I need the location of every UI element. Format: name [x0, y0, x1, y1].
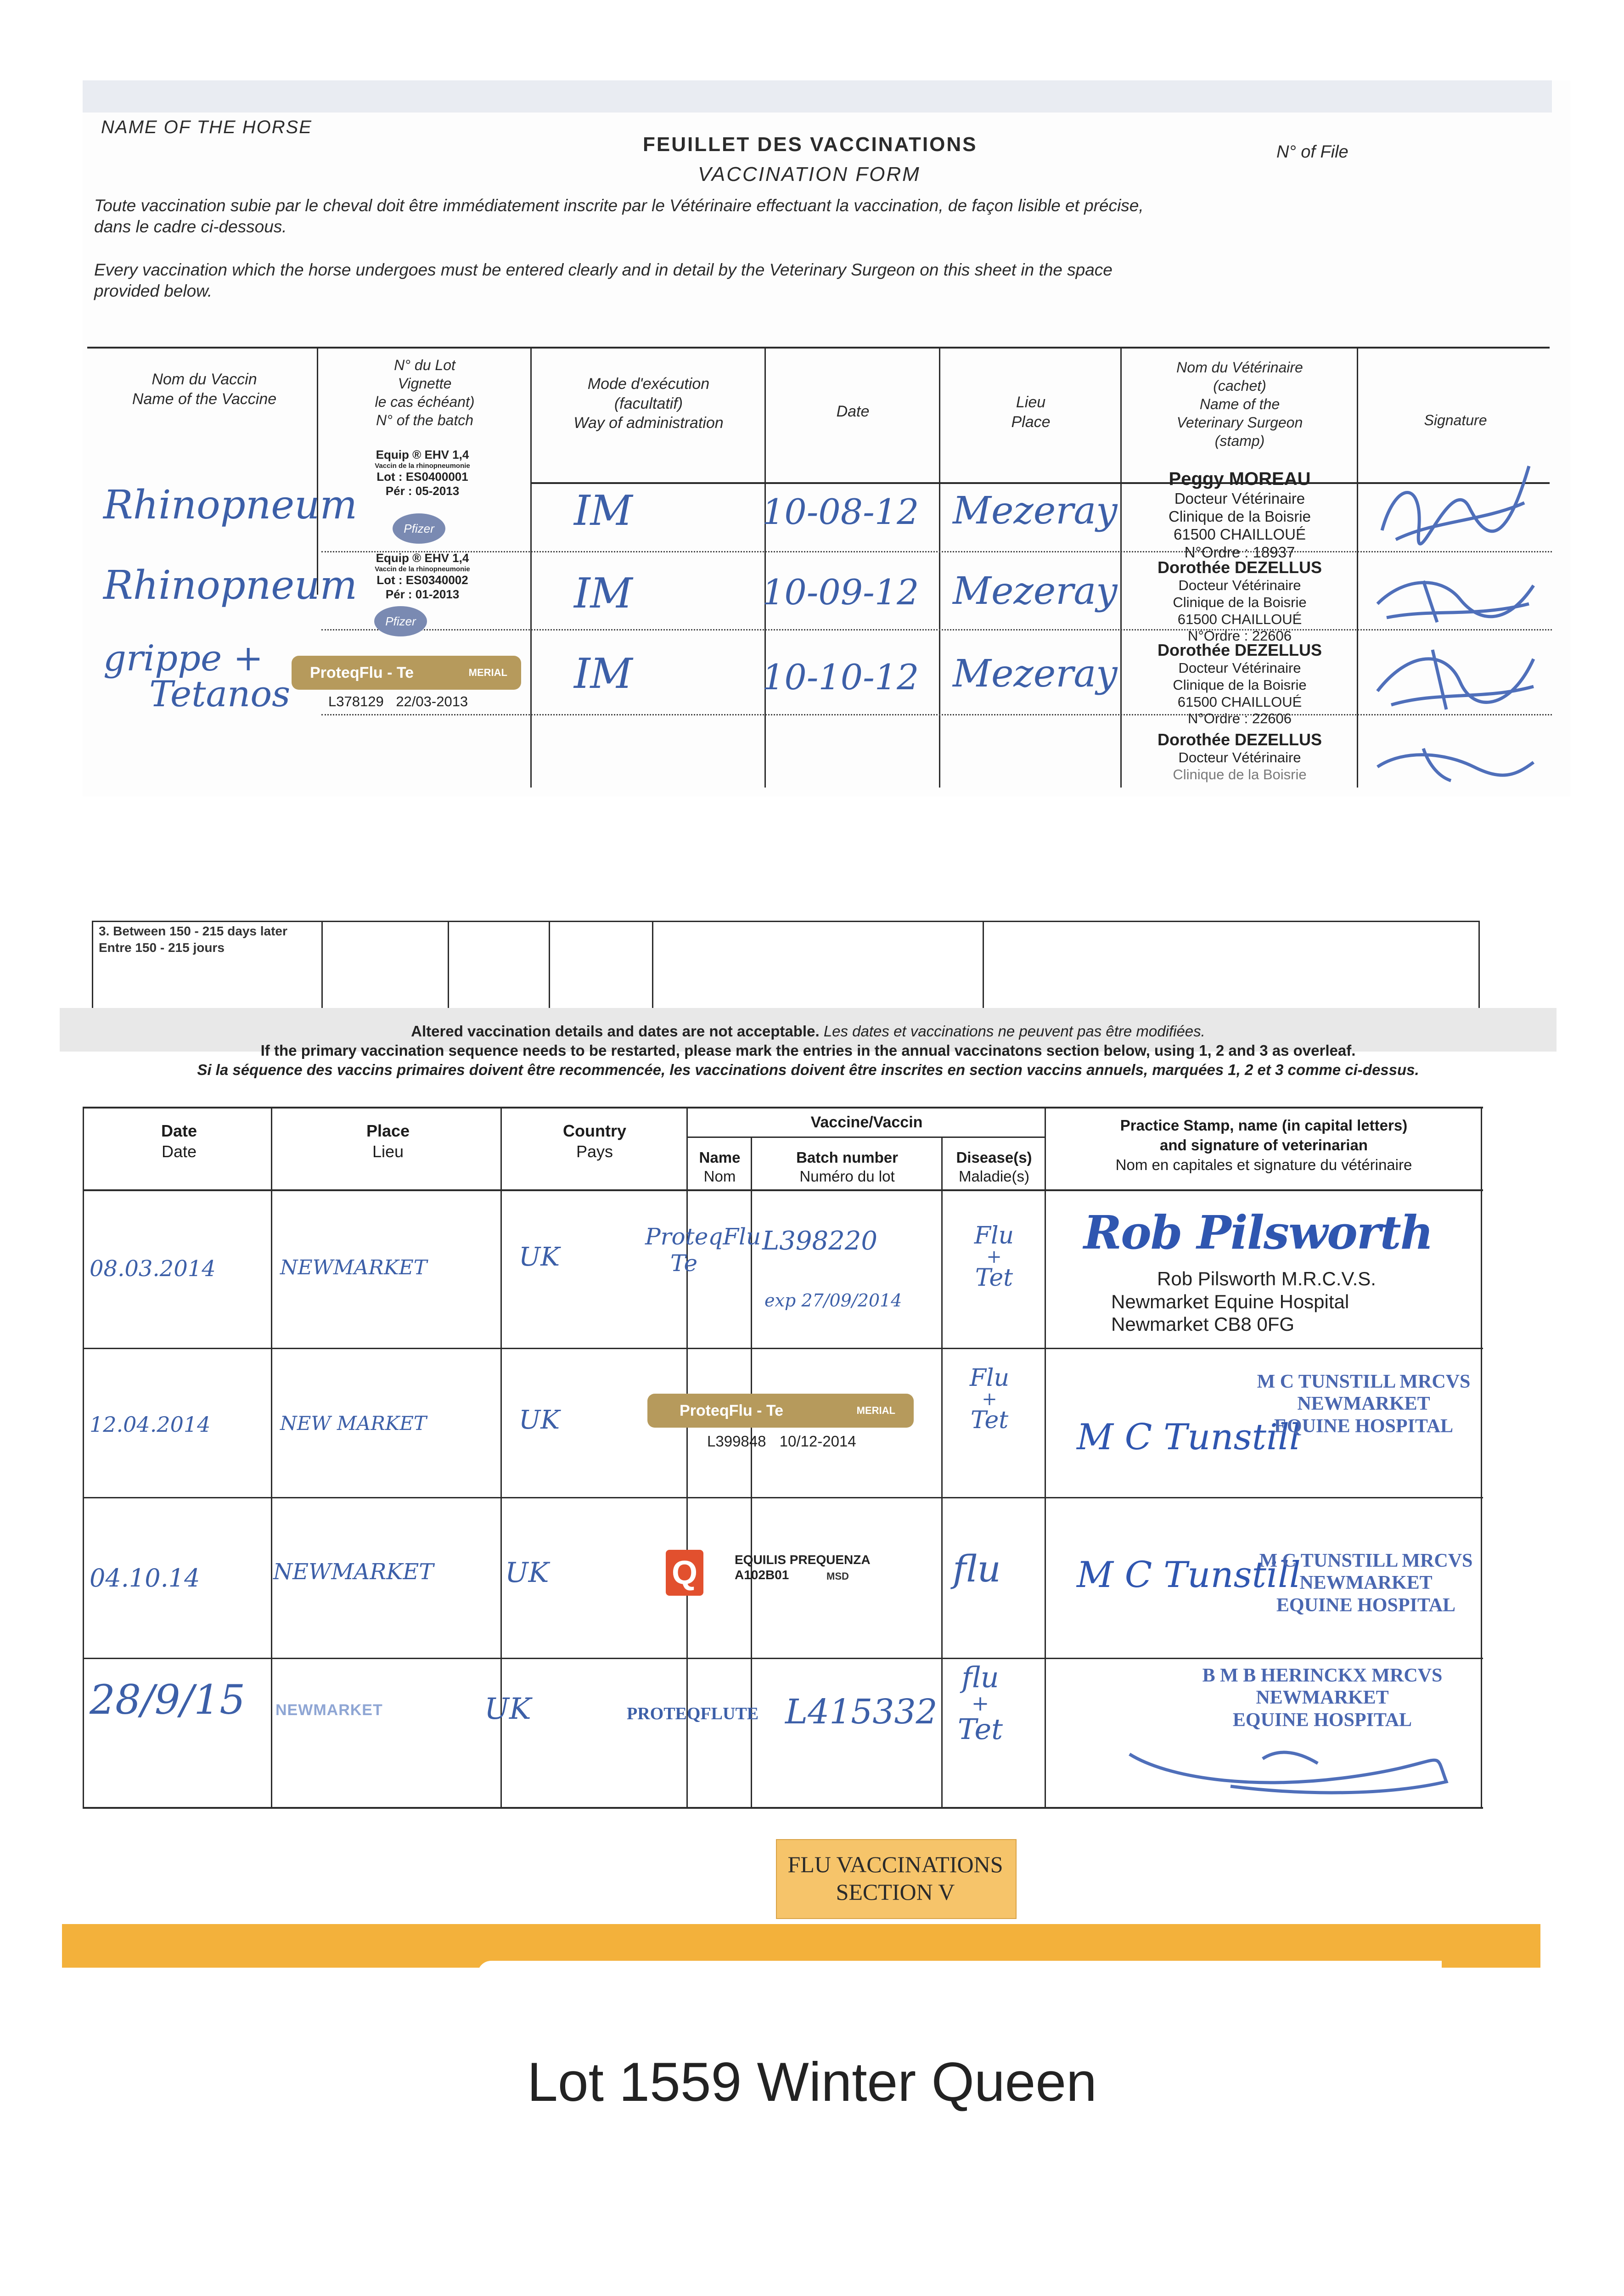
- hdr-date: Date: [836, 403, 870, 420]
- top-row1-place: Mezeray: [953, 489, 1118, 533]
- bcol-3: [686, 1107, 688, 1808]
- top-row1-vet-title: Docteur Vétérinaire: [1174, 490, 1305, 507]
- top-row3-vet-town: 61500 CHAILLOUÉ: [1177, 693, 1302, 710]
- top-row2-vet-title: Docteur Vétérinaire: [1178, 577, 1301, 594]
- brow1-disease-line3: Tet: [975, 1264, 1013, 1292]
- hdr-vaccine-name: [96, 370, 312, 409]
- brow1-batch: L398220: [762, 1226, 877, 1256]
- strip-col-1: [321, 921, 323, 1013]
- brow2-disease-line2: +: [982, 1389, 997, 1410]
- brow1-place: NEWMARKET: [280, 1256, 427, 1279]
- bhdr-vaccine-group: Vaccine/Vaccin: [810, 1114, 923, 1131]
- bhdr-name: [689, 1148, 751, 1186]
- top-row3-vaccine-line2: Tetanos: [149, 674, 291, 715]
- top-extra-vet-clinic: Clinique de la Boisrie: [1173, 766, 1307, 783]
- top-row3-vaccine: [103, 638, 291, 715]
- top-row1-vet-name: Peggy MOREAU: [1169, 469, 1311, 489]
- top-row2-vet-town: 61500 CHAILLOUÉ: [1177, 611, 1302, 627]
- brow2-country: UK: [519, 1405, 560, 1435]
- brow4-vet-line2: NEWMARKET: [1256, 1687, 1389, 1709]
- brow1-name-line1: ProteqFlu: [645, 1223, 761, 1250]
- brow1-disease: [960, 1224, 1028, 1290]
- brow1-vet-line3: Newmarket CB8 0FG: [1111, 1313, 1295, 1335]
- brow2-place: NEW MARKET: [280, 1412, 427, 1435]
- bhdr-stamp: [1049, 1116, 1478, 1175]
- btable-vaccine-group-line: [686, 1137, 1045, 1138]
- notice-text: [60, 1022, 1557, 1080]
- brow1-batch-exp: exp 27/09/2014: [764, 1290, 902, 1311]
- strip-label-fr: Entre 150 - 215 jours: [99, 940, 225, 955]
- bcol-6: [1045, 1107, 1046, 1808]
- instruction-fr-line2: dans le cadre ci-dessous.: [94, 217, 287, 236]
- hdr-signature: Signature: [1424, 412, 1487, 428]
- brow4-country: UK: [484, 1692, 531, 1726]
- brow3-vet-line2: NEWMARKET: [1299, 1572, 1433, 1594]
- brow2-tag-exp: 10/12-2014: [779, 1433, 856, 1450]
- top-row-divider-3: [321, 714, 1552, 715]
- brow4-vet-stamp: [1194, 1665, 1451, 1731]
- bhdr-disease-en: Disease(s): [956, 1149, 1032, 1166]
- strip-col-2: [448, 921, 449, 1013]
- top-row1-signature: [1368, 452, 1543, 558]
- notice-line2: If the primary vaccination sequence needs to be restarted, please mark the entries in the annual vaccinatons section below, using 1, 2 and 3 as overleaf.: [260, 1042, 1356, 1059]
- bhdr-date-en: Date: [161, 1121, 197, 1140]
- brow2-disease: [955, 1366, 1024, 1432]
- brow3-vet-stamp: [1249, 1550, 1483, 1616]
- top-extra-vet-title: Docteur Vétérinaire: [1178, 749, 1301, 766]
- hdr-batch-fr-2: Vignette: [398, 375, 452, 392]
- hdr-admin-en: Way of administration: [573, 414, 724, 432]
- form-title-fr: FEUILLET DES VACCINATIONS: [643, 133, 978, 156]
- top-form-scan-band: [83, 80, 1552, 113]
- brow4-signature: [1111, 1727, 1460, 1800]
- notice-line1-en: Altered vaccination details and dates are not acceptable.: [411, 1023, 820, 1040]
- top-row3-vet-title: Docteur Vétérinaire: [1178, 660, 1301, 676]
- hdr-vet-fr-2: (cachet): [1213, 377, 1266, 394]
- top-row1-admin: IM: [574, 487, 633, 535]
- brow4-disease-line3: Tet: [957, 1712, 1003, 1746]
- brow1-vet-line1: Rob Pilsworth M.R.C.V.S.: [1157, 1268, 1376, 1289]
- brow2-vet-line2: NEWMARKET: [1297, 1393, 1430, 1415]
- top-row1-vaccine: Rhinopneum: [103, 482, 358, 528]
- brow3-date: 04.10.14: [90, 1564, 200, 1593]
- brow2-disease-line3: Tet: [970, 1407, 1009, 1434]
- page-bottom-white-strip: [478, 1961, 1442, 1979]
- brow2-tag-name: ProteqFlu - Te: [680, 1402, 784, 1419]
- brow4-vet-line1: B M B HERINCKX MRCVS: [1202, 1665, 1443, 1686]
- top-row4-signature: [1368, 735, 1543, 794]
- hdr-place-en: Place: [1011, 413, 1051, 431]
- strip-col-4: [652, 921, 653, 1013]
- top-row1-vet-order: N°Ordre : 18937: [1184, 544, 1295, 561]
- brow2-tag-brand: MERIAL: [856, 1405, 895, 1416]
- top-row3-vet-stamp: [1125, 641, 1354, 727]
- section-title-line1: FLU VACCINATIONS: [787, 1851, 1003, 1877]
- top-row3-tag-name: ProteqFlu - Te: [310, 664, 414, 681]
- top-row3-admin: IM: [574, 650, 633, 698]
- bhdr-disease: [944, 1148, 1045, 1186]
- brow1-vet-stamp: [1111, 1267, 1433, 1336]
- top-row2-vet-name: Dorothée DEZELLUS: [1157, 558, 1322, 577]
- top-row2-date: 10-09-12: [762, 572, 919, 613]
- top-row3-tag-lot-number: L378129: [328, 693, 384, 709]
- hdr-batch-fr-3: le cas échéant): [375, 394, 475, 410]
- section-title-line2: SECTION V: [836, 1879, 955, 1905]
- bhdr-disease-fr: Maladie(s): [958, 1168, 1030, 1185]
- top-row1-batch-line1: Equip ® EHV 1,4: [376, 448, 469, 461]
- top-row3-vet-order: N°Ordre : 22606: [1187, 710, 1292, 727]
- brow3-vet-line1: M C TUNSTILL MRCVS: [1259, 1550, 1473, 1571]
- top-extra-vet-name: Dorothée DEZELLUS: [1157, 730, 1322, 749]
- hdr-batch-fr-1: N° du Lot: [394, 357, 455, 373]
- top-row3-place: Mezeray: [953, 652, 1118, 696]
- top-row3-signature: [1368, 641, 1543, 719]
- strip-label: [99, 923, 287, 957]
- hdr-admin-fr-1: Mode d'exécution: [587, 375, 710, 393]
- brow4-disease: [937, 1662, 1024, 1744]
- bhdr-date-fr: Date: [161, 1142, 197, 1161]
- brow1-country: UK: [519, 1242, 560, 1272]
- brow2-vet-stamp: [1249, 1371, 1478, 1437]
- brow4-vet-line3: EQUINE HOSPITAL: [1232, 1709, 1412, 1731]
- brow4-name: PROTEQFLUTE: [627, 1704, 759, 1723]
- brow3-country: UK: [505, 1557, 549, 1589]
- brow1-signature: Rob Pilsworth: [1084, 1205, 1433, 1260]
- bhdr-country: [505, 1120, 684, 1162]
- instruction-en: [94, 259, 1563, 302]
- top-row2-batch-line1: Equip ® EHV 1,4: [376, 551, 469, 565]
- brow3-sticker-line2: A102B01: [735, 1568, 789, 1582]
- notice-line3: Si la séquence des vaccins primaires doivent être recommencée, les vaccinations doivent être inscrites en section vaccins annuels, marquées 1, 2 et 3 comme ci-dessus.: [197, 1061, 1419, 1079]
- brow3-place: NEWMARKET: [273, 1559, 434, 1585]
- brow4-batch: L415332: [785, 1692, 938, 1732]
- top-row3-vaccine-line1: grippe +: [103, 638, 264, 679]
- brow1-vet-line2: Newmarket Equine Hospital: [1111, 1290, 1349, 1312]
- top-row1-vet-clinic: Clinique de la Boisrie: [1168, 508, 1311, 525]
- brow1-date: 08.03.2014: [90, 1256, 216, 1282]
- brow2-vet-line3: EQUINE HOSPITAL: [1274, 1415, 1454, 1437]
- top-row1-batch-line4: Pér : 05-2013: [385, 484, 460, 498]
- brow1-name: [645, 1224, 761, 1277]
- btable-row-line-3: [83, 1658, 1483, 1659]
- top-row2-vet-order: N°Ordre : 22606: [1187, 628, 1292, 644]
- top-row3-tag-lot: [294, 693, 533, 710]
- brow3-equilis-sticker-icon: Q: [666, 1550, 703, 1596]
- brow1-disease-line2: +: [986, 1246, 1002, 1267]
- horse-name-label: NAME OF THE HORSE: [101, 117, 312, 137]
- top-col-line-1: [317, 347, 318, 595]
- hdr-vaccine-fr: Nom du Vaccin: [152, 371, 257, 388]
- bhdr-country-en: Country: [563, 1121, 626, 1140]
- top-col-line-4: [939, 347, 940, 788]
- top-row1-pfizer-logo: Pfizer: [393, 513, 445, 544]
- top-row2-place: Mezeray: [953, 569, 1118, 613]
- strip-col-5: [983, 921, 984, 1013]
- top-col-line-5: [1120, 347, 1122, 788]
- hdr-vaccine-en: Name of the Vaccine: [132, 390, 277, 408]
- instruction-fr-line1: Toute vaccination subie par le cheval doit être immédiatement inscrite par le Vétérinaire effectuant la vaccination, de façon lisible et précise,: [94, 196, 1144, 215]
- brow4-disease-line2: +: [971, 1691, 989, 1716]
- brow2-disease-line1: Flu: [969, 1364, 1010, 1392]
- bhdr-name-fr: Nom: [703, 1168, 736, 1185]
- top-col-line-3: [764, 347, 766, 788]
- btable-row-line-2: [83, 1497, 1483, 1498]
- hdr-batch: [321, 356, 528, 429]
- btable-bottom-border: [83, 1807, 1483, 1809]
- brow2-tag-lot-number: L399848: [707, 1433, 766, 1450]
- btable-top-border: [83, 1107, 1483, 1109]
- brow2-date: 12.04.2014: [90, 1412, 211, 1437]
- brow1-name-line2: Te: [670, 1249, 698, 1277]
- top-extra-vet-stamp: [1125, 730, 1354, 783]
- form-title-en: VACCINATION FORM: [698, 163, 921, 186]
- top-row3-tag-brand: MERIAL: [468, 667, 507, 678]
- hdr-vet: [1125, 358, 1354, 450]
- top-row2-admin: IM: [574, 569, 633, 618]
- top-row1-batch-line3: Lot : ES0400001: [376, 470, 468, 484]
- top-row2-batch-line3: Lot : ES0340002: [376, 573, 468, 587]
- top-row1-date: 10-08-12: [762, 491, 919, 532]
- instruction-en-line1: Every vaccination which the horse undergoes must be entered clearly and in detail by the Veterinary Surgeon on this sheet in the space: [94, 260, 1113, 279]
- top-row3-proteqflu-tag: [292, 656, 521, 690]
- brow2-vet-line1: M C TUNSTILL MRCVS: [1257, 1371, 1471, 1392]
- top-row1-vet-town: 61500 CHAILLOUÉ: [1174, 526, 1306, 543]
- brow3-signature: M C Tunstill: [1077, 1554, 1301, 1596]
- hdr-vet-fr-1: Nom du Vétérinaire: [1176, 359, 1303, 376]
- top-row3-tag-exp: 22/03-2013: [396, 693, 468, 709]
- top-row3-date: 10-10-12: [762, 657, 919, 698]
- bhdr-batch-en: Batch number: [796, 1149, 898, 1166]
- top-row2-vet-clinic: Clinique de la Boisrie: [1173, 594, 1307, 611]
- brow3-vet-line3: EQUINE HOSPITAL: [1276, 1594, 1456, 1616]
- bhdr-place: [275, 1120, 500, 1162]
- instruction-fr: [94, 195, 1563, 238]
- top-table-top-border: [87, 347, 1550, 349]
- top-row2-pfizer-logo: Pfizer: [374, 606, 427, 636]
- top-row2-batch-line4: Pér : 01-2013: [385, 587, 460, 602]
- bcol-1: [271, 1107, 272, 1808]
- top-row2-batch-label: [324, 551, 521, 602]
- top-row1-batch-line2: Vaccin de la rhinopneumonie: [375, 461, 470, 470]
- strip-col-3: [549, 921, 550, 1013]
- lot-caption: Lot 1559 Winter Queen: [527, 2051, 1097, 2113]
- top-row2-vet-stamp: [1125, 558, 1354, 645]
- top-row1-vet-stamp: [1125, 468, 1354, 562]
- brow4-place: NEWMARKET: [275, 1701, 383, 1719]
- notice-line1: [60, 1022, 1557, 1041]
- strip-top-border: [92, 921, 1478, 922]
- bhdr-country-fr: Pays: [576, 1142, 613, 1161]
- top-row3-vet-clinic: Clinique de la Boisrie: [1173, 677, 1307, 693]
- instruction-en-line2: provided below.: [94, 281, 213, 301]
- top-row3-vet-name: Dorothée DEZELLUS: [1157, 641, 1322, 659]
- section-label-text: [776, 1851, 1015, 1906]
- hdr-place: [944, 393, 1118, 432]
- hdr-vet-en-1: Name of the: [1199, 396, 1280, 412]
- bhdr-date: [87, 1120, 271, 1162]
- brow2-proteqflu-tag: [647, 1394, 914, 1428]
- file-number-label: N° of File: [1276, 142, 1349, 162]
- bhdr-place-en: Place: [366, 1121, 410, 1140]
- hdr-administration: [535, 374, 762, 433]
- brow4-date: 28/9/15: [90, 1676, 246, 1723]
- brow2-signature: M C Tunstill: [1077, 1417, 1301, 1458]
- top-col-line-6: [1357, 347, 1358, 788]
- strip-col-6: [1478, 921, 1480, 1013]
- top-row2-signature: [1368, 567, 1543, 636]
- bhdr-batch-fr: Numéro du lot: [799, 1168, 895, 1185]
- brow3-msd-logo: MSD: [826, 1570, 849, 1582]
- top-row2-vaccine: Rhinopneum: [103, 563, 358, 608]
- brow1-disease-line1: Flu: [974, 1222, 1014, 1249]
- bhdr-place-fr: Lieu: [372, 1142, 404, 1161]
- hdr-vet-en-3: (stamp): [1214, 433, 1265, 449]
- bhdr-stamp-en-2: and signature of veterinarian: [1160, 1136, 1368, 1154]
- bcol-0: [83, 1107, 84, 1808]
- notice-line1-fr: Les dates et vaccinations ne peuvent pas être modifiées.: [823, 1023, 1205, 1040]
- strip-label-en: 3. Between 150 - 215 days later: [99, 924, 287, 938]
- brow3-sticker-line1: EQUILIS PREQUENZA: [735, 1553, 871, 1567]
- hdr-place-fr: Lieu: [1016, 394, 1046, 411]
- bhdr-stamp-en-1: Practice Stamp, name (in capital letters): [1120, 1117, 1408, 1134]
- top-row1-batch-label: [324, 448, 521, 498]
- bcol-7: [1481, 1107, 1482, 1808]
- brow2-tag-lot: [670, 1433, 927, 1451]
- hdr-vet-en-2: Veterinary Surgeon: [1176, 414, 1303, 431]
- btable-header-border: [83, 1189, 1483, 1191]
- hdr-admin-fr-2: (facultatif): [614, 394, 683, 412]
- bhdr-batch: [753, 1148, 941, 1186]
- strip-left-border: [92, 921, 93, 1013]
- top-row-divider-2: [321, 629, 1552, 630]
- brow4-disease-line1: flu: [961, 1660, 999, 1694]
- brow3-disease: flu: [953, 1548, 1001, 1590]
- bhdr-stamp-fr: Nom en capitales et signature du vétérinaire: [1115, 1156, 1412, 1173]
- hdr-batch-en: N° of the batch: [376, 412, 474, 428]
- top-col-line-2: [530, 347, 532, 788]
- bhdr-name-en: Name: [699, 1149, 741, 1166]
- top-row2-batch-line2: Vaccin de la rhinopneumonie: [375, 565, 470, 573]
- btable-row-line-1: [83, 1348, 1483, 1349]
